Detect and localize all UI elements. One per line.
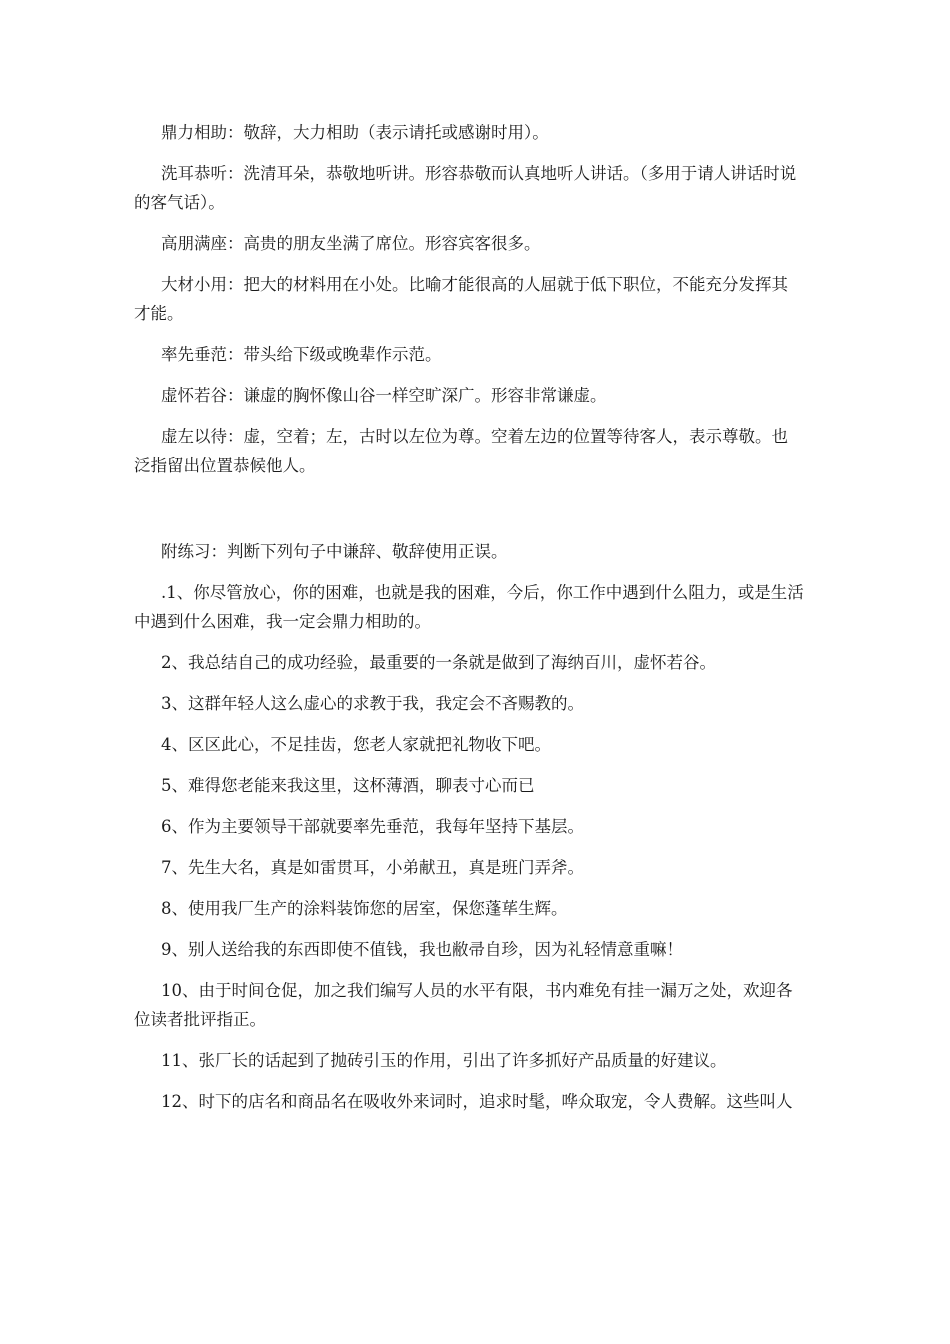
definition-dingli: 鼎力相助：敬辞，大力相助（表示请托或感谢时用）。 <box>161 123 549 142</box>
exercise-item-2: 2、我总结自己的成功经验，最重要的一条就是做到了海纳百川，虚怀若谷。 <box>161 653 716 672</box>
exercise-item-7: 7、先生大名，真是如雷贯耳，小弟献丑，真是班门弄斧。 <box>161 858 584 877</box>
exercise-item-5: 5、难得您老能来我这里，这杯薄酒，聊表寸心而已 <box>161 776 535 795</box>
exercise-item-12: 12、时下的店名和商品名在吸收外来词时，追求时髦，哗众取宠，令人费解。这些叫人 <box>161 1092 793 1111</box>
exercise-item-10: 10、由于时间仓促，加之我们编写人员的水平有限，书内难免有挂一漏万之处，欢迎各位读者批评指正。 <box>134 981 793 1029</box>
exercise-item-9: 9、别人送给我的东西即使不值钱，我也敝帚自珍，因为礼轻情意重嘛！ <box>161 940 683 959</box>
exercise-item-1: .1、你尽管放心，你的困难，也就是我的困难，今后，你工作中遇到什么阻力，或是生活中遇到什么困难，我一定会鼎力相助的。 <box>134 583 804 631</box>
exercise-heading: 附练习：判断下列句子中谦辞、敬辞使用正误。 <box>161 542 508 561</box>
definition-xuzuo: 虚左以待：虚，空着；左，古时以左位为尊。空着左边的位置等待客人，表示尊敬。也泛指留出位置恭候他人。 <box>134 427 788 475</box>
definition-dacai: 大材小用：把大的材料用在小处。比喻才能很高的人屈就于低下职位，不能充分发挥其才能。 <box>134 275 788 323</box>
definition-gaopeng: 高朋满座：高贵的朋友坐满了席位。形容宾客很多。 <box>161 234 541 253</box>
definition-xuhuai: 虚怀若谷：谦虚的胸怀像山谷一样空旷深广。形容非常谦虚。 <box>161 386 607 405</box>
definition-xier: 洗耳恭听：洗清耳朵，恭敬地听讲。形容恭敬而认真地听人讲话。（多用于请人讲话时说的客气话）。 <box>134 164 797 212</box>
exercise-item-6: 6、作为主要领导干部就要率先垂范，我每年坚持下基层。 <box>161 817 584 836</box>
section-gap <box>134 492 804 537</box>
document-page <box>134 118 804 1128</box>
exercise-item-4: 4、区区此心，不足挂齿，您老人家就把礼物收下吧。 <box>161 735 551 754</box>
exercise-item-11: 11、张厂长的话起到了抛砖引玉的作用，引出了许多抓好产品质量的好建议。 <box>161 1051 727 1070</box>
exercise-item-8: 8、使用我厂生产的涂料装饰您的居室，保您蓬荜生辉。 <box>161 899 568 918</box>
definition-shuaixian: 率先垂范：带头给下级或晚辈作示范。 <box>161 345 442 364</box>
exercise-item-3: 3、这群年轻人这么虚心的求教于我，我定会不吝赐教的。 <box>161 694 584 713</box>
